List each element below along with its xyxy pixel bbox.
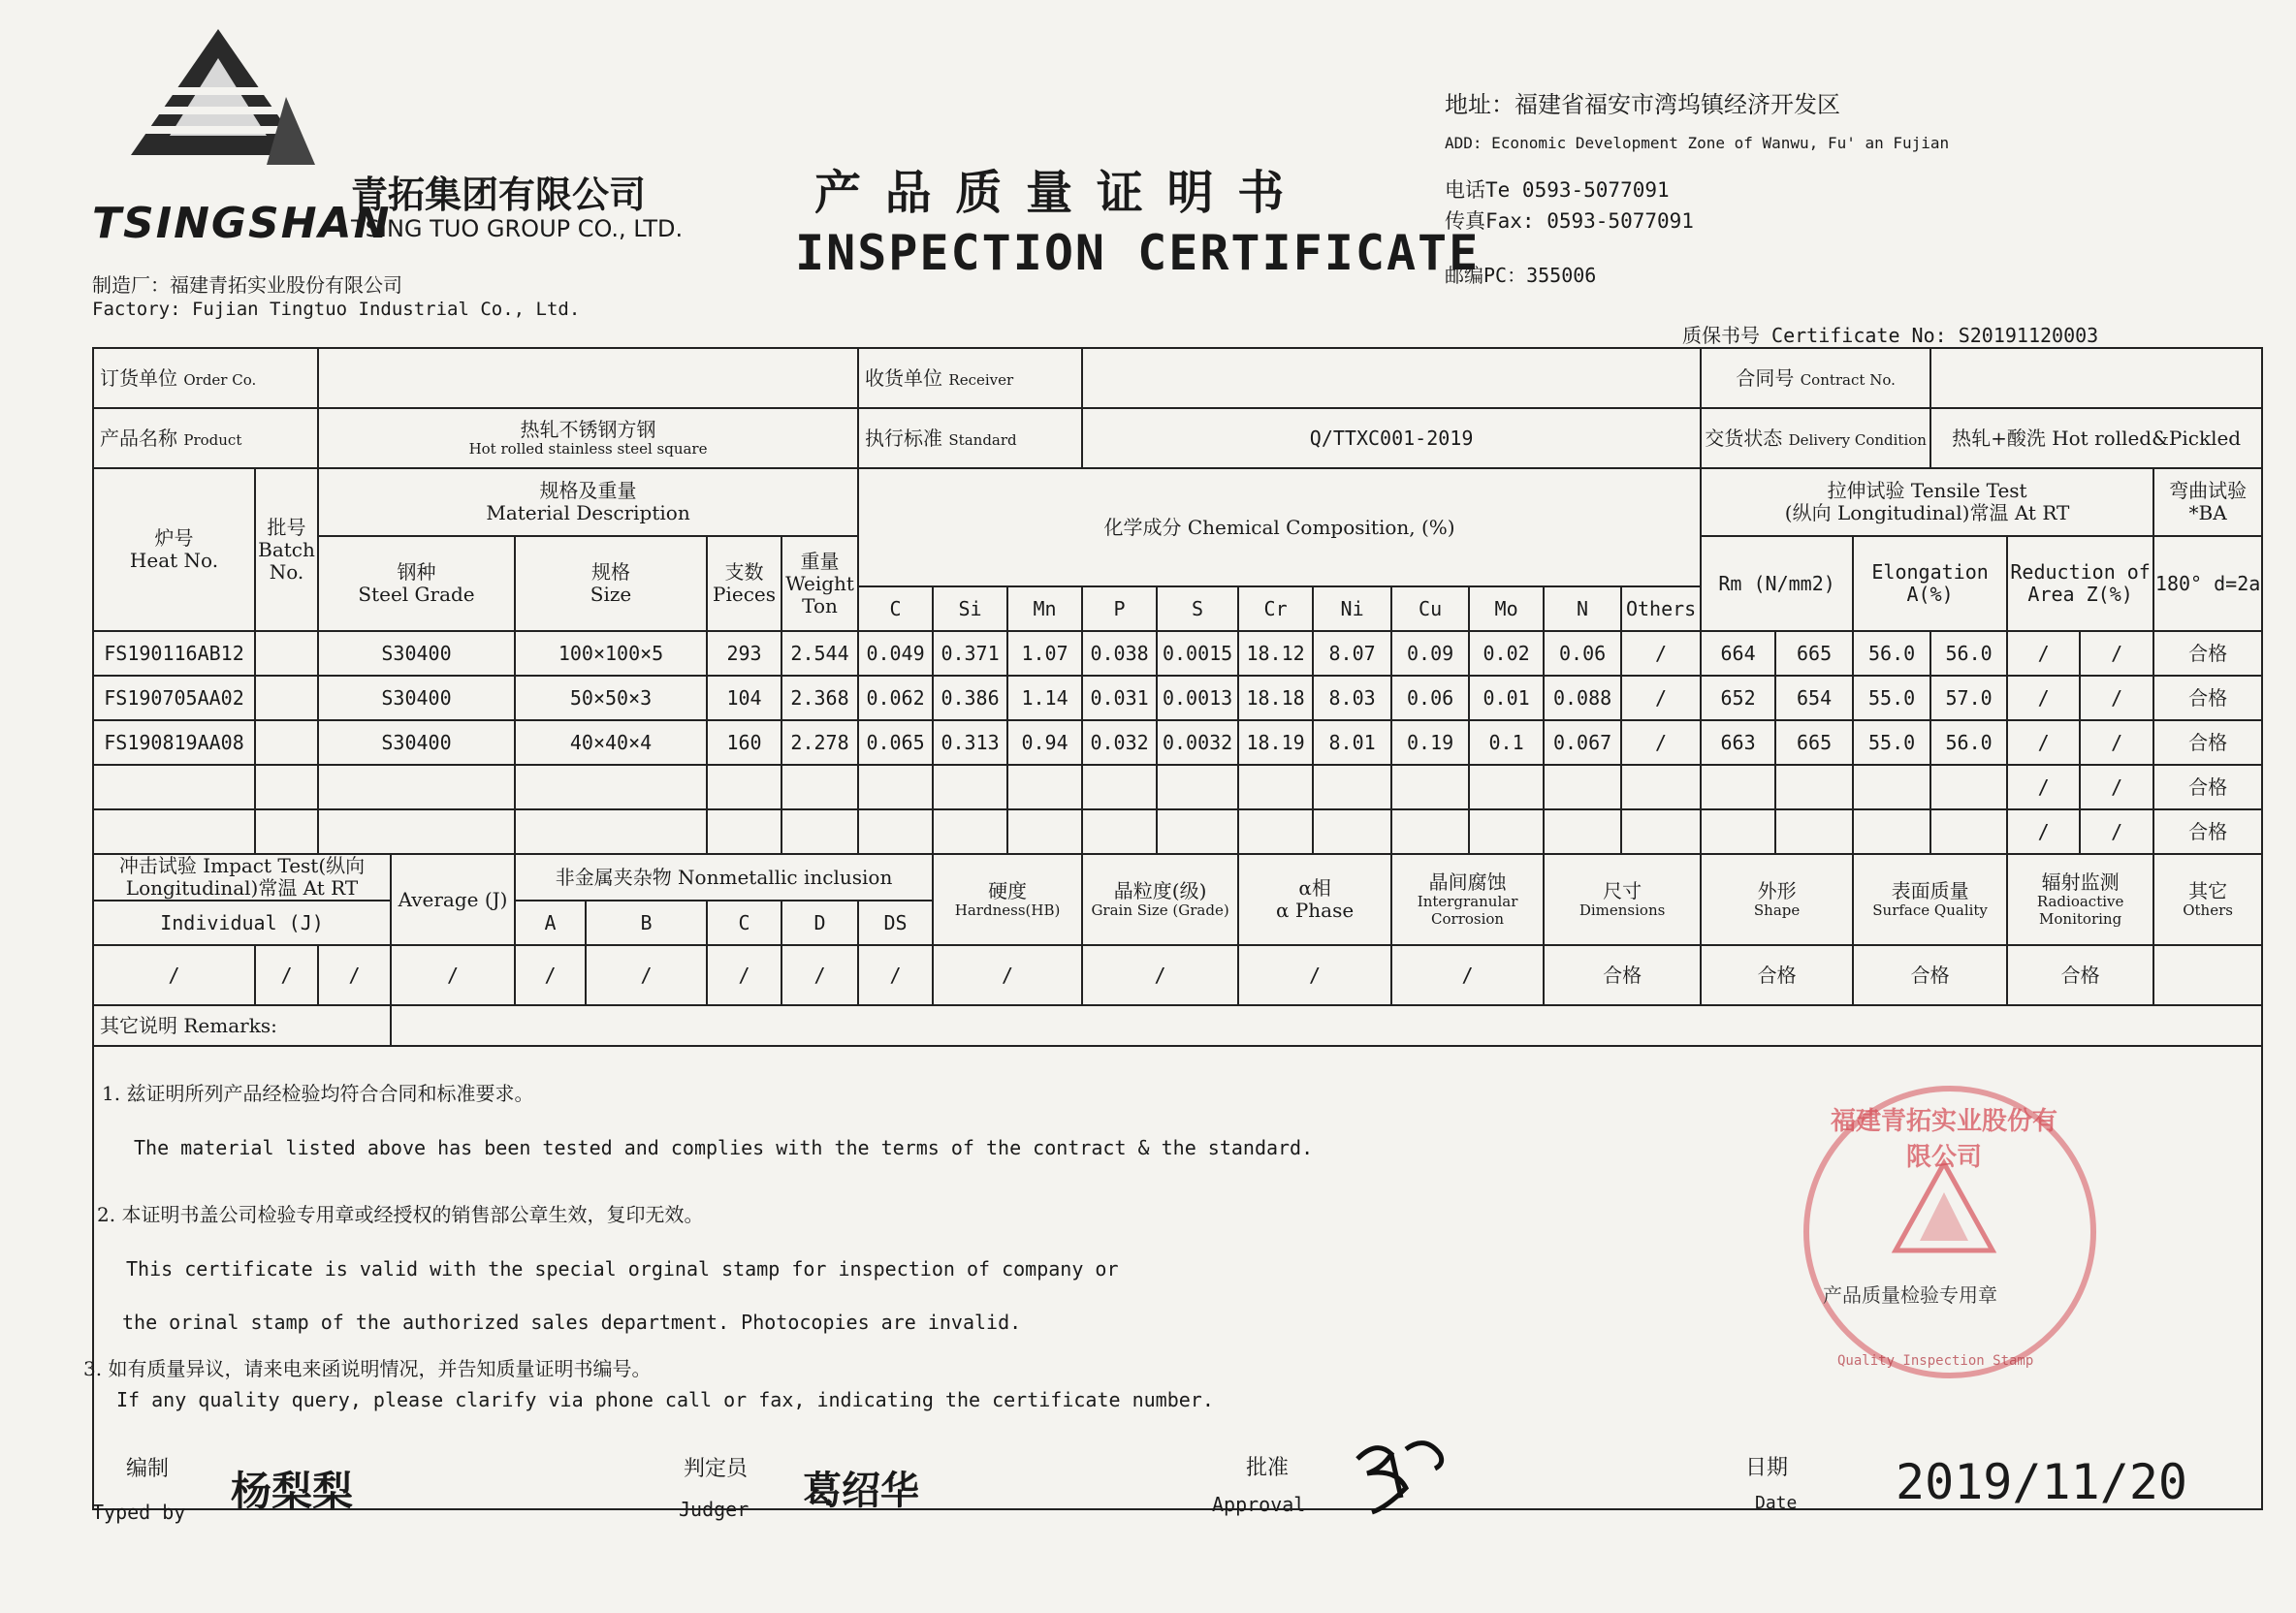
- hardness-header: 硬度 Hardness(HB): [933, 854, 1082, 945]
- element-ni: Ni: [1313, 586, 1391, 631]
- stamp-company-name: 福建青拓实业股份有限公司: [1830, 1107, 2057, 1172]
- elongation-header: Elongation A(%): [1853, 536, 2007, 631]
- chem-cr: [1238, 809, 1313, 854]
- chem-mo: [1469, 809, 1544, 854]
- bend-sub-header: 180° d=2a: [2153, 536, 2262, 631]
- remarks-row: [93, 1005, 2262, 1046]
- chem-p: [1082, 765, 1157, 809]
- others-header: 其它 Others: [2153, 854, 2262, 945]
- remark-2-en-cont: the orinal stamp of the authorized sales department. Photocopies are invalid.: [122, 1311, 1022, 1334]
- address-en: ADD: Economic Development Zone of Wanwu, Fu' an Fujian: [1445, 134, 1950, 152]
- batch-header: 批号 Batch No.: [255, 468, 318, 631]
- chem-ni: [1313, 765, 1391, 809]
- size: [515, 809, 707, 854]
- chem-c: 0.062: [858, 676, 933, 720]
- info-row-1: [93, 348, 2262, 408]
- bend-result: 合格: [2153, 765, 2262, 809]
- weight: 2.544: [781, 631, 858, 676]
- chem-p: 0.032: [1082, 720, 1157, 765]
- weight: [781, 809, 858, 854]
- alpha-phase-header: α相 α Phase: [1238, 854, 1391, 945]
- shape-header: 外形 Shape: [1701, 854, 1853, 945]
- table-row: [93, 765, 2262, 809]
- table-row: [93, 676, 2262, 720]
- dimensions-header: 尺寸 Dimensions: [1544, 854, 1701, 945]
- typed-by-label-en: Typed by: [92, 1501, 186, 1524]
- element-others: Others: [1621, 586, 1701, 631]
- impact-3: /: [318, 945, 391, 1005]
- typed-by-label: 编制: [126, 1457, 170, 1481]
- info-row-2: [93, 408, 2262, 468]
- receiver-value: [1082, 348, 1701, 408]
- hardness-value: /: [933, 945, 1082, 1005]
- remark-3-cn: 3. 如有质量异议，请来电来函说明情况，并告知质量证明书编号。: [83, 1357, 652, 1380]
- chem-mn: 0.94: [1007, 720, 1082, 765]
- standard-value: Q/TTXC001-2019: [1082, 408, 1701, 468]
- chem-c: 0.049: [858, 631, 933, 676]
- pieces: 160: [707, 720, 781, 765]
- alpha-phase-value: /: [1238, 945, 1391, 1005]
- bend-result: 合格: [2153, 720, 2262, 765]
- weight: 2.278: [781, 720, 858, 765]
- reduction-1: /: [2007, 676, 2080, 720]
- company-name-en: TSING TUO GROUP CO., LTD.: [351, 215, 684, 242]
- chem-ni: 8.07: [1313, 631, 1391, 676]
- standard-label: 执行标准 Standard: [858, 408, 1082, 468]
- rm-2: 654: [1775, 676, 1853, 720]
- chem-ni: [1313, 809, 1391, 854]
- stamp-mountain-icon: [1857, 1144, 2031, 1299]
- chem-ni: 8.01: [1313, 720, 1391, 765]
- rm-1: [1701, 809, 1775, 854]
- pieces: 104: [707, 676, 781, 720]
- surface-quality-header: 表面质量 Surface Quality: [1853, 854, 2007, 945]
- batch-no: [255, 676, 318, 720]
- title-en: INSPECTION CERTIFICATE: [795, 225, 1481, 281]
- batch-no: [255, 720, 318, 765]
- surface-quality-value: 合格: [1853, 945, 2007, 1005]
- table-row: [93, 809, 2262, 854]
- inclusion-a-value: /: [515, 945, 586, 1005]
- logo-wordmark: TSINGSHAN: [92, 199, 392, 248]
- remark-1-cn: 1. 兹证明所列产品经检验均符合合同和标准要求。: [102, 1082, 534, 1105]
- chem-others: [1621, 809, 1701, 854]
- chem-n: 0.067: [1544, 720, 1621, 765]
- delivery-value: 热轧+酸洗 Hot rolled&Pickled: [1930, 408, 2262, 468]
- judger-name: 葛绍华: [803, 1468, 919, 1513]
- chem-si: [933, 765, 1007, 809]
- chem-n: [1544, 765, 1621, 809]
- elongation-2: 56.0: [1930, 720, 2007, 765]
- remarks-value: [391, 1005, 2262, 1046]
- contract-value: [1930, 348, 2262, 408]
- remark-2-en: This certificate is valid with the special orginal stamp for inspection of company or: [126, 1257, 1119, 1281]
- inclusion-b-value: /: [586, 945, 707, 1005]
- chem-cr: 18.19: [1238, 720, 1313, 765]
- order-co-value: [318, 348, 858, 408]
- table-row: [93, 631, 2262, 676]
- chem-s: 0.0032: [1157, 720, 1238, 765]
- judger-label-en: Judger: [679, 1498, 749, 1521]
- batch-no: [255, 765, 318, 809]
- elongation-2: 57.0: [1930, 676, 2007, 720]
- date-value: 2019/11/20: [1896, 1454, 2188, 1510]
- weight-header: 重量 Weight Ton: [781, 536, 858, 631]
- inclusion-d-value: /: [781, 945, 858, 1005]
- grade-header: 钢种 Steel Grade: [318, 536, 515, 631]
- grain-size-value: /: [1082, 945, 1238, 1005]
- bend-result: 合格: [2153, 676, 2262, 720]
- remark-1-en: The material listed above has been tested and complies with the terms of the contract & the standard.: [134, 1136, 1314, 1159]
- inclusion-ds-value: /: [858, 945, 933, 1005]
- rm-2: 665: [1775, 720, 1853, 765]
- address-cn: 地址：福建省福安市湾坞镇经济开发区: [1445, 91, 1840, 118]
- remark-3-en: If any quality query, please clarify via phone call or fax, indicating the certificate number.: [116, 1388, 1214, 1411]
- reduction-1: /: [2007, 720, 2080, 765]
- impact-1: /: [93, 945, 255, 1005]
- individual-header: Individual (J): [93, 901, 391, 945]
- size-header: 规格 Size: [515, 536, 707, 631]
- chem-mo: [1469, 765, 1544, 809]
- element-s: S: [1157, 586, 1238, 631]
- impact-average: /: [391, 945, 515, 1005]
- inclusion-d: D: [781, 901, 858, 945]
- logo-mountain-icon: [92, 29, 344, 223]
- chem-p: 0.031: [1082, 676, 1157, 720]
- bend-header: 弯曲试验 *BA: [2153, 468, 2262, 536]
- chem-si: 0.386: [933, 676, 1007, 720]
- product-label: 产品名称 Product: [93, 408, 318, 468]
- chem-others: /: [1621, 631, 1701, 676]
- stamp-sub-text: 产品质量检验专用章: [1823, 1283, 1997, 1307]
- reduction-2: /: [2080, 765, 2153, 809]
- elongation-1: 56.0: [1853, 631, 1930, 676]
- factory-en: Factory: Fujian Tingtuo Industrial Co., Ltd.: [92, 299, 581, 320]
- remark-2-cn: 2. 本证明书盖公司检验专用章或经授权的销售部公章生效，复印无效。: [97, 1203, 704, 1226]
- others-value: [2153, 945, 2262, 1005]
- chem-cr: [1238, 765, 1313, 809]
- chem-mn: 1.14: [1007, 676, 1082, 720]
- elongation-1: [1853, 765, 1930, 809]
- delivery-label: 交货状态 Delivery Condition: [1701, 408, 1930, 468]
- reduction-2: /: [2080, 676, 2153, 720]
- size: 40×40×4: [515, 720, 707, 765]
- steel-grade: S30400: [318, 631, 515, 676]
- chem-cu: [1391, 809, 1469, 854]
- grain-size-header: 晶粒度(级) Grain Size (Grade): [1082, 854, 1238, 945]
- chem-mn: [1007, 809, 1082, 854]
- remarks-label: 其它说明 Remarks:: [93, 1005, 391, 1046]
- order-co-label: 订货单位 Order Co.: [93, 348, 318, 408]
- receiver-label: 收货单位 Receiver: [858, 348, 1082, 408]
- date-label-en: Date: [1755, 1493, 1798, 1513]
- chem-c: [858, 809, 933, 854]
- rm-1: [1701, 765, 1775, 809]
- reduction-1: /: [2007, 809, 2080, 854]
- element-p: P: [1082, 586, 1157, 631]
- approval-label: 批准: [1246, 1456, 1290, 1480]
- certificate-number: 质保书号 Certificate No: S20191120003: [1682, 324, 2099, 347]
- product-value: 热轧不锈钢方钢 Hot rolled stainless steel square: [318, 408, 858, 468]
- material-header: 规格及重量 Material Description: [318, 468, 858, 536]
- chem-mo: 0.01: [1469, 676, 1544, 720]
- average-header: Average (J): [391, 854, 515, 945]
- factory-cn: 制造厂：福建青拓实业股份有限公司: [92, 273, 402, 297]
- chem-s: [1157, 765, 1238, 809]
- table-row: [93, 720, 2262, 765]
- igc-value: /: [1391, 945, 1544, 1005]
- chem-s: 0.0013: [1157, 676, 1238, 720]
- heat-no-header: 炉号 Heat No.: [93, 468, 255, 631]
- weight: 2.368: [781, 676, 858, 720]
- inclusion-c: C: [707, 901, 781, 945]
- bend-result: 合格: [2153, 809, 2262, 854]
- impact-2: /: [255, 945, 318, 1005]
- fax: 传真Fax: 0593-5077091: [1445, 209, 1694, 233]
- inclusion-ds: DS: [858, 901, 933, 945]
- reduction-1: /: [2007, 765, 2080, 809]
- batch-no: [255, 809, 318, 854]
- chem-mo: 0.02: [1469, 631, 1544, 676]
- contract-label: 合同号 Contract No.: [1701, 348, 1930, 408]
- title-cn: 产 品 质 量 证 明 书: [814, 166, 1289, 220]
- chem-mn: 1.07: [1007, 631, 1082, 676]
- chem-cu: [1391, 765, 1469, 809]
- stamp-en-text: Quality Inspection Stamp: [1837, 1353, 2034, 1369]
- handwritten-signature-icon: [1348, 1430, 1464, 1517]
- heat-no: FS190819AA08: [93, 720, 255, 765]
- rm-2: 665: [1775, 631, 1853, 676]
- inclusion-b: B: [586, 901, 707, 945]
- chem-c: 0.065: [858, 720, 933, 765]
- reduction-header: Reduction of Area Z(%): [2007, 536, 2153, 631]
- date-label: 日期: [1745, 1456, 1789, 1480]
- dimensions-value: 合格: [1544, 945, 1701, 1005]
- reduction-2: /: [2080, 720, 2153, 765]
- igc-header: 晶间腐蚀 Intergranular Corrosion: [1391, 854, 1544, 945]
- elongation-1: [1853, 809, 1930, 854]
- chem-si: 0.371: [933, 631, 1007, 676]
- chem-others: /: [1621, 676, 1701, 720]
- chem-p: 0.038: [1082, 631, 1157, 676]
- heat-no: [93, 809, 255, 854]
- heat-no: FS190116AB12: [93, 631, 255, 676]
- chem-si: [933, 809, 1007, 854]
- company-logo: [92, 29, 344, 223]
- pieces: [707, 809, 781, 854]
- chem-others: /: [1621, 720, 1701, 765]
- chem-mo: 0.1: [1469, 720, 1544, 765]
- approval-signature: [1348, 1430, 1464, 1517]
- batch-no: [255, 631, 318, 676]
- element-n: N: [1544, 586, 1621, 631]
- chem-others: [1621, 765, 1701, 809]
- radioactive-value: 合格: [2007, 945, 2153, 1005]
- chem-si: 0.313: [933, 720, 1007, 765]
- chem-ni: 8.03: [1313, 676, 1391, 720]
- chem-cu: 0.19: [1391, 720, 1469, 765]
- element-c: C: [858, 586, 933, 631]
- reduction-2: /: [2080, 631, 2153, 676]
- element-cu: Cu: [1391, 586, 1469, 631]
- pieces-header: 支数 Pieces: [707, 536, 781, 631]
- elongation-1: 55.0: [1853, 720, 1930, 765]
- impact-test-header: 冲击试验 Impact Test(纵向 Longitudinal)常温 At RT: [93, 854, 391, 901]
- chem-n: 0.06: [1544, 631, 1621, 676]
- weight: [781, 765, 858, 809]
- test-results-row: [93, 945, 2262, 1005]
- judger-label: 判定员: [684, 1457, 749, 1481]
- header-row-1: [93, 468, 2262, 536]
- inclusion-c-value: /: [707, 945, 781, 1005]
- reduction-2: /: [2080, 809, 2153, 854]
- element-si: Si: [933, 586, 1007, 631]
- size: 100×100×5: [515, 631, 707, 676]
- radioactive-header: 辐射监测 Radioactive Monitoring: [2007, 854, 2153, 945]
- rm-1: 663: [1701, 720, 1775, 765]
- test-header-row-1: [93, 854, 2262, 901]
- size: 50×50×3: [515, 676, 707, 720]
- tel: 电话Te 0593-5077091: [1445, 178, 1670, 202]
- elongation-2: [1930, 765, 2007, 809]
- reduction-1: /: [2007, 631, 2080, 676]
- steel-grade: S30400: [318, 720, 515, 765]
- chem-cu: 0.09: [1391, 631, 1469, 676]
- pieces: 293: [707, 631, 781, 676]
- steel-grade: [318, 809, 515, 854]
- chem-cu: 0.06: [1391, 676, 1469, 720]
- steel-grade: S30400: [318, 676, 515, 720]
- element-mo: Mo: [1469, 586, 1544, 631]
- approval-label-en: Approval: [1212, 1493, 1306, 1516]
- heat-no: FS190705AA02: [93, 676, 255, 720]
- elongation-2: [1930, 809, 2007, 854]
- shape-value: 合格: [1701, 945, 1853, 1005]
- chem-p: [1082, 809, 1157, 854]
- chem-s: 0.0015: [1157, 631, 1238, 676]
- elongation-1: 55.0: [1853, 676, 1930, 720]
- element-cr: Cr: [1238, 586, 1313, 631]
- chem-n: 0.088: [1544, 676, 1621, 720]
- rm-1: 652: [1701, 676, 1775, 720]
- steel-grade: [318, 765, 515, 809]
- postcode: 邮编PC：355006: [1445, 264, 1597, 287]
- element-mn: Mn: [1007, 586, 1082, 631]
- chemical-header: 化学成分 Chemical Composition, (%): [858, 468, 1701, 586]
- stamp-logo: [1857, 1144, 2031, 1299]
- chem-mn: [1007, 765, 1082, 809]
- chem-n: [1544, 809, 1621, 854]
- rm-2: [1775, 765, 1853, 809]
- rm-2: [1775, 809, 1853, 854]
- bend-result: 合格: [2153, 631, 2262, 676]
- chem-c: [858, 765, 933, 809]
- typed-by-name: 杨梨梨: [231, 1468, 354, 1515]
- heat-no: [93, 765, 255, 809]
- size: [515, 765, 707, 809]
- pieces: [707, 765, 781, 809]
- nonmetallic-header: 非金属夹杂物 Nonmetallic inclusion: [515, 854, 933, 901]
- rm-1: 664: [1701, 631, 1775, 676]
- chem-cr: 18.18: [1238, 676, 1313, 720]
- tensile-header: 拉伸试验 Tensile Test (纵向 Longitudinal)常温 At RT: [1701, 468, 2153, 536]
- company-name-cn: 青拓集团有限公司: [351, 173, 647, 216]
- inclusion-a: A: [515, 901, 586, 945]
- chem-s: [1157, 809, 1238, 854]
- rm-header: Rm (N/mm2): [1701, 536, 1853, 631]
- elongation-2: 56.0: [1930, 631, 2007, 676]
- chem-cr: 18.12: [1238, 631, 1313, 676]
